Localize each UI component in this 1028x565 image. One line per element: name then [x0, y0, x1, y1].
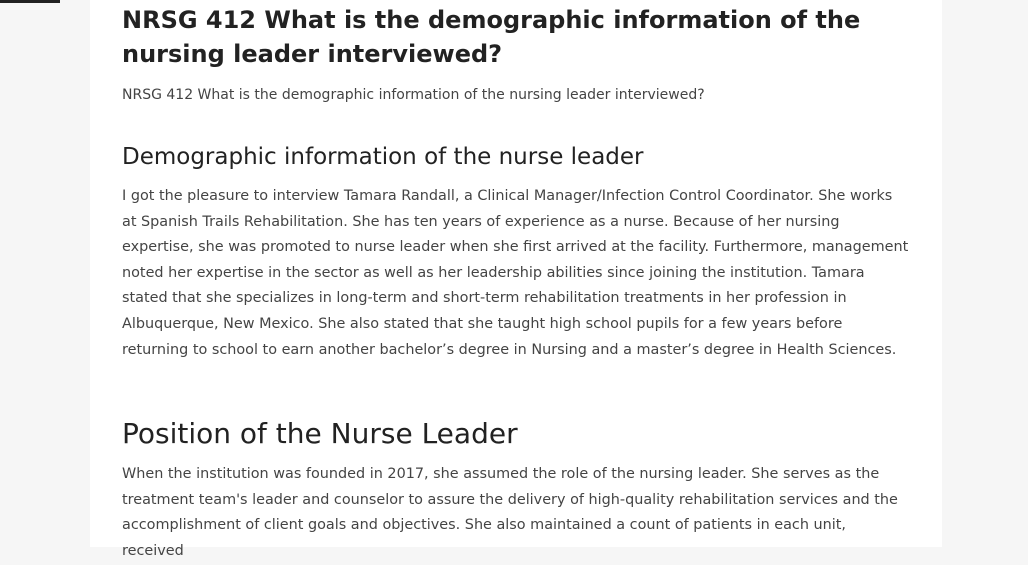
article-content	[90, 0, 942, 559]
article-title: NRSG 412 What is the demographic information of the nursing leader interviewed?	[122, 6, 861, 68]
section-heading-position: Position of the Nurse Leader	[122, 417, 518, 451]
section-heading-demographic-information: Demographic information of the nurse leader	[122, 144, 644, 170]
section-body-position: When the institution was founded in 2017, she assumed the role of the nursing leader. She serves as the treatment team's leader and counselor to assure the delivery of high-quality rehabilitation services and the accomplishment of client goals and objectives. She also maintained a count of patients in each unit, received	[122, 466, 898, 559]
section-body-demographic-information: I got the pleasure to interview Tamara Randall, a Clinical Manager/Infection Control Coordinator. She works at Spanish Trails Rehabilitation. She has ten years of experience as a nurse. Because of her nursing expertise, she was promoted to nurse leader when she first arrived at the facility. Furthermore, management noted her expertise in the sector as well as her leadership abilities since joining the institution. Tamara stated that she specializes in long-term and short-term rehabilitation treatments in her profession in Albuquerque, New Mexico. She also stated that she taught high school pupils for a few years before returning to school to earn another bachelor’s degree in Nursing and a master’s degree in Health Sciences.	[122, 188, 909, 358]
article-intro: NRSG 412 What is the demographic information of the nursing leader interviewed?	[122, 87, 705, 103]
top-bar-strip	[0, 0, 60, 3]
